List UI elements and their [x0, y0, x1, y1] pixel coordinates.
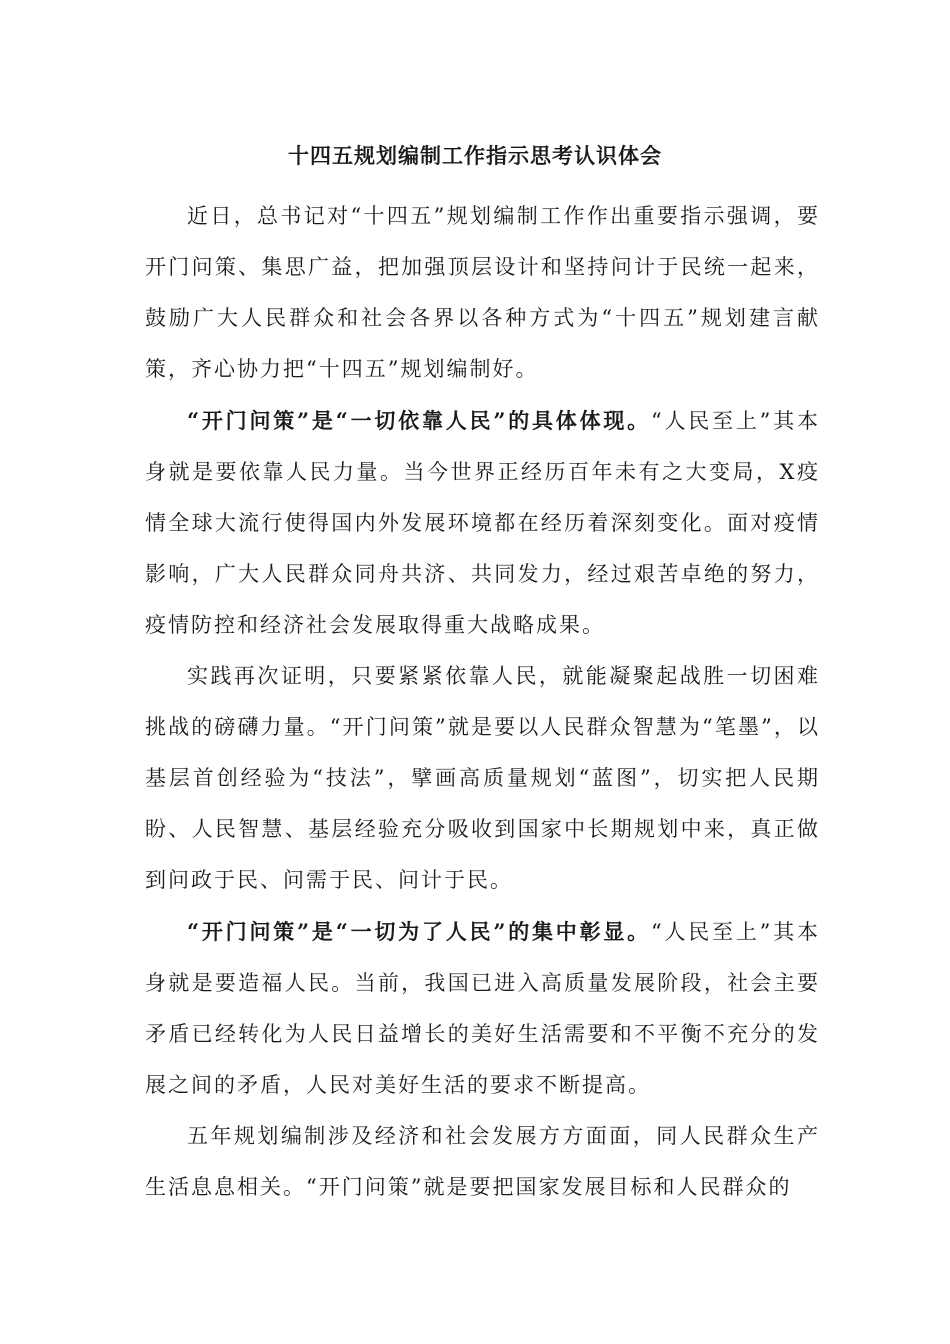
paragraph-text: “人民至上”其本身就是要依靠人民力量。当今世界正经历百年未有之大变局，X疫情全球大流行使得国内外发展环境都在经历着深刻变化。面对疫情影响，广大人民群众同舟共济、共同发力，经过艰苦卓绝的努力，疫情防控和经济社会发展取得重大战略成果。 — [145, 409, 820, 637]
paragraph-lead: “开门问策”是“一切依靠人民”的具体体现。 — [187, 408, 651, 433]
document-title: 十四五规划编制工作指示思考认识体会 — [288, 143, 662, 168]
paragraph-text: 实践再次证明，只要紧紧依靠人民，就能凝聚起战胜一切困难挑战的磅礴力量。“开门问策”就是要以人民群众智慧为“笔墨”，以基层首创经验为“技法”，擘画高质量规划“蓝图”，切实把人民期盼、人民智慧、基层经验充分吸收到国家中长期规划中来，真正做到问政于民、问需于民、问计于民。 — [145, 664, 820, 892]
paragraph-for-the-people — [145, 906, 820, 1111]
paragraph-text: 五年规划编制涉及经济和社会发展方方面面，同人民群众生产生活息息相关。“开门问策”就是要把国家发展目标和人民群众的 — [145, 1124, 820, 1199]
document-body — [145, 191, 820, 1213]
paragraph-intro — [145, 191, 820, 395]
paragraph-text: “人民至上”其本身就是要造福人民。当前，我国已进入高质量发展阶段，社会主要矛盾已经转化为人民日益增长的美好生活需要和不平衡不充分的发展之间的矛盾，人民对美好生活的要求不断提高。 — [145, 920, 820, 1097]
paragraph-practice-proves — [145, 651, 820, 906]
paragraph-five-year-plan — [145, 1111, 820, 1213]
paragraph-lead: “开门问策”是“一切为了人民”的集中彰显。 — [187, 919, 651, 944]
paragraph-text: 近日，总书记对“十四五”规划编制工作作出重要指示强调，要开门问策、集思广益，把加强顶层设计和坚持问计于民统一起来，鼓励广大人民群众和社会各界以各种方式为“十四五”规划建言献策，齐心协力把“十四五”规划编制好。 — [145, 204, 820, 381]
paragraph-rely-on-people — [145, 395, 820, 651]
